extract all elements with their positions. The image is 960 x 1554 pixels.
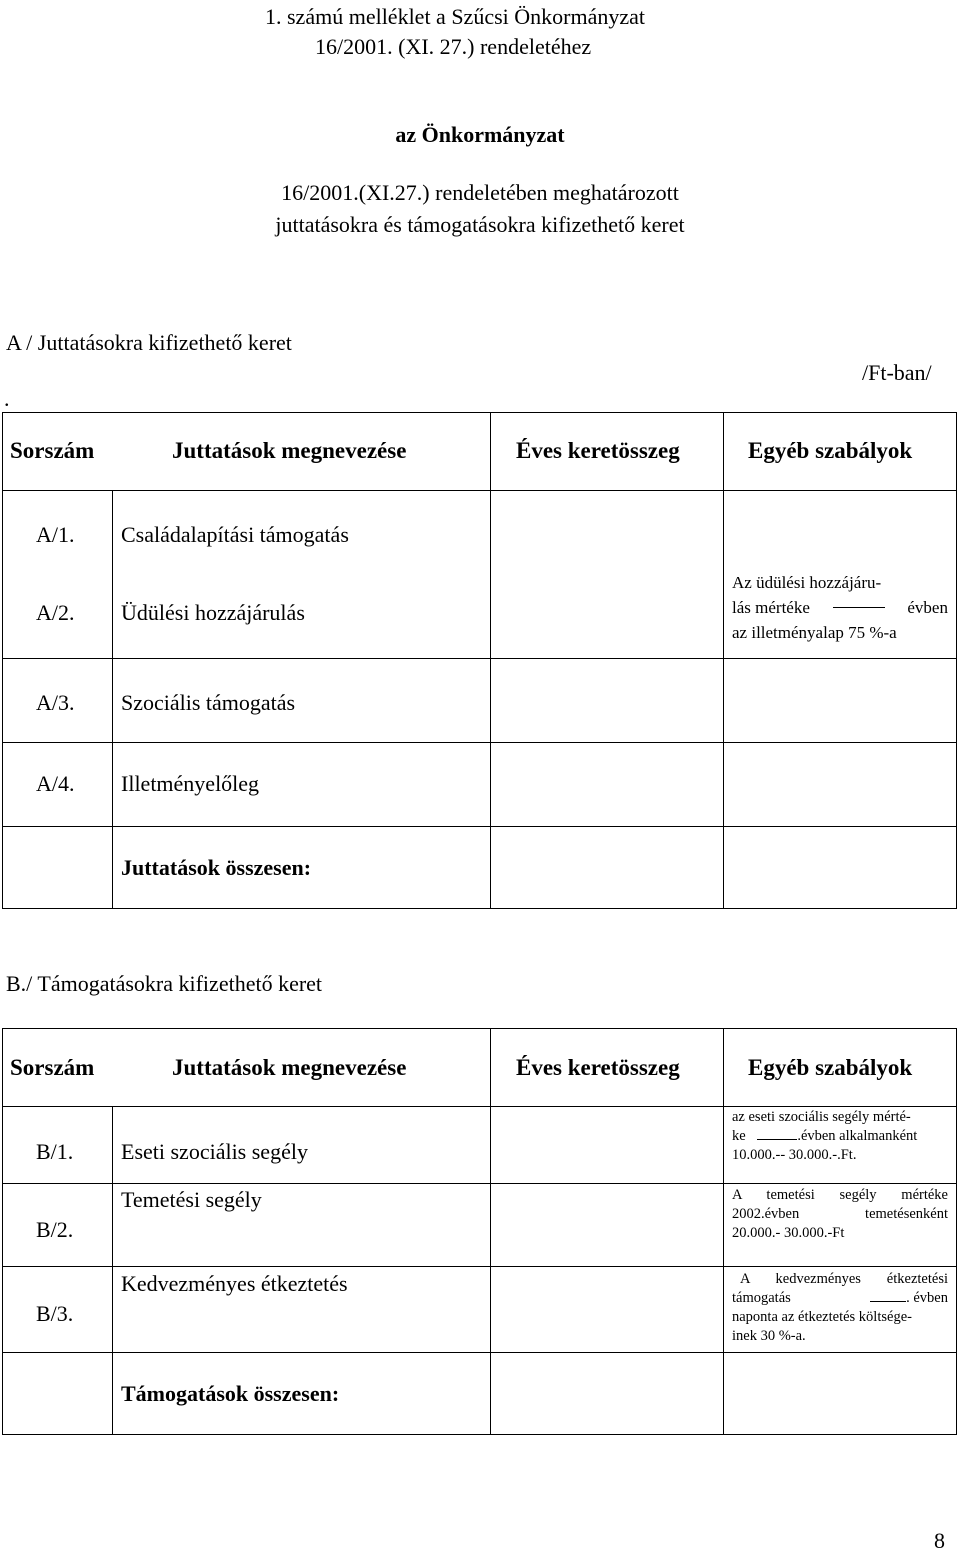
row-a4-number: A/4. xyxy=(36,771,75,796)
section-a-dot: . xyxy=(4,386,10,411)
row-a2-rule-line3: az illetményalap 75 %-a xyxy=(732,623,897,642)
col-header-number: Sorszám xyxy=(10,438,95,463)
row-b2-rule-line3: 20.000.- 30.000.-Ft xyxy=(732,1225,845,1241)
blank-year-b1 xyxy=(757,1129,797,1140)
row-b1-rule-line2b: .évben alkalmanként xyxy=(797,1128,918,1144)
col-header-amount: Éves keretösszeg xyxy=(516,438,680,463)
row-a1-name: Családalapítási támogatás xyxy=(121,522,349,547)
row-b1-name: Eseti szociális segély xyxy=(121,1139,308,1164)
row-b1-rule xyxy=(732,1108,948,1165)
col-header-rules: Egyéb szabályok xyxy=(748,438,913,463)
row-a1-number: A/1. xyxy=(36,522,75,547)
col-header-rules-b: Egyéb szabályok xyxy=(748,1055,913,1080)
section-a-heading: A / Juttatásokra kifizethető keret xyxy=(6,330,292,355)
title-line3: juttatásokra és támogatásokra kifizethető keret xyxy=(275,212,685,237)
blank-year xyxy=(833,595,885,608)
unit-label: /Ft-ban/ xyxy=(862,360,932,385)
col-header-number-b: Sorszám xyxy=(10,1055,95,1080)
row-b3-rule-line1: A kedvezményes étkeztetési xyxy=(740,1271,948,1287)
row-b1-rule-line3: 10.000.-- 30.000.-.Ft. xyxy=(732,1147,857,1163)
row-b3-rule-line2b: . évben xyxy=(906,1290,948,1306)
row-a2-number: A/2. xyxy=(36,600,75,625)
row-b2-rule-line2: 2002.évben temetésenként xyxy=(732,1206,948,1222)
row-b3-rule-line3: naponta az étkeztetés költsége- xyxy=(732,1309,912,1325)
col-header-name: Juttatások megnevezése xyxy=(172,438,407,463)
row-b2-number: B/2. xyxy=(36,1217,74,1242)
total-a-label: Juttatások összesen: xyxy=(121,855,312,880)
row-a2-name: Üdülési hozzájárulás xyxy=(121,600,305,625)
row-b3-rule xyxy=(732,1270,948,1346)
row-b3-rule-line2 xyxy=(732,1289,948,1308)
row-a4-name: Illetményelőleg xyxy=(121,771,260,796)
row-b2-rule xyxy=(732,1186,948,1243)
title-line1: az Önkormányzat xyxy=(395,122,565,147)
row-a3-name: Szociális támogatás xyxy=(121,690,296,715)
row-a2-rule-line2a: lás mértéke xyxy=(732,598,810,617)
title-line2: 16/2001.(XI.27.) rendeletében meghatározott xyxy=(281,180,679,205)
row-b3-rule-line4: inek 30 %-a. xyxy=(732,1328,806,1344)
row-b3-rule-line2a: támogatás xyxy=(732,1290,791,1306)
row-b1-rule-line2a: ke xyxy=(732,1128,746,1144)
row-b3-number: B/3. xyxy=(36,1301,74,1326)
section-b-heading: B./ Támogatásokra kifizethető keret xyxy=(6,971,323,996)
row-a3-number: A/3. xyxy=(36,690,75,715)
col-header-name-b: Juttatások megnevezése xyxy=(172,1055,407,1080)
blank-year-b3 xyxy=(870,1291,906,1302)
total-b-label: Támogatások összesen: xyxy=(121,1381,340,1406)
row-b2-name: Temetési segély xyxy=(121,1187,262,1212)
row-b3-name: Kedvezményes étkeztetés xyxy=(121,1271,348,1296)
row-b2-rule-line1: A temetési segély mértéke xyxy=(732,1187,948,1203)
row-b1-number: B/1. xyxy=(36,1139,74,1164)
row-a2-rule xyxy=(732,570,948,645)
row-b1-rule-line2 xyxy=(732,1127,948,1146)
col-header-amount-b: Éves keretösszeg xyxy=(516,1055,680,1080)
row-a2-rule-line2 xyxy=(732,595,948,620)
row-b1-rule-line1: az eseti szociális segély mérté- xyxy=(732,1109,911,1125)
row-a2-rule-line2b: évben xyxy=(907,598,948,617)
annex-header-line2: 16/2001. (XI. 27.) rendeletéhez xyxy=(315,34,592,59)
annex-header-line1: 1. számú melléklet a Szűcsi Önkormányzat xyxy=(265,4,645,29)
row-a2-rule-line1: Az üdülési hozzájáru- xyxy=(732,573,882,592)
page-number: 8 xyxy=(934,1528,945,1553)
